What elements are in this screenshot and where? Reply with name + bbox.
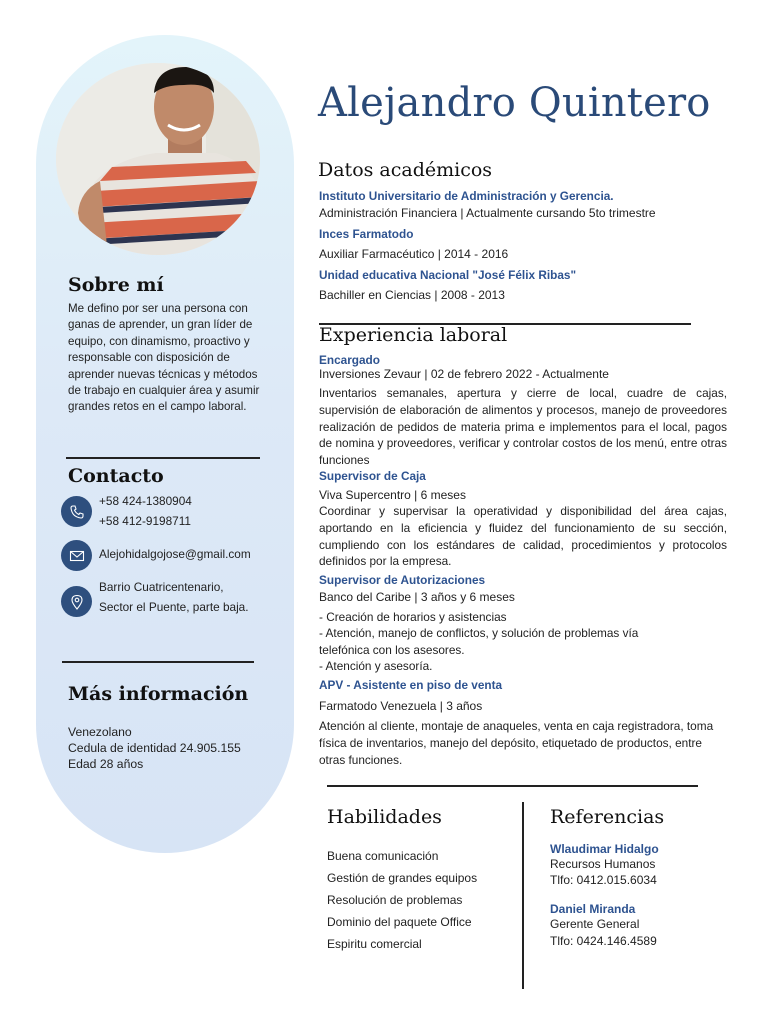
more-info-line: Cedula de identidad 24.905.155 — [68, 741, 241, 755]
institution-detail: Auxiliar Farmacéutico | 2014 - 2016 — [319, 247, 509, 261]
more-info-line: Venezolano — [68, 725, 132, 739]
institution-name: Unidad educativa Nacional "José Félix Ribas" — [319, 268, 577, 282]
phone-icon — [61, 496, 92, 527]
reference-phone: Tlfo: 0412.015.6034 — [550, 873, 657, 887]
job-bullet: - Creación de horarios y asistencias — [319, 610, 507, 624]
institution-name: Inces Farmatodo — [319, 227, 414, 241]
job-company: Viva Supercentro | 6 meses — [319, 488, 466, 502]
contact-title: Contacto — [68, 465, 164, 487]
job-company: Inversiones Zevaur | 02 de febrero 2022 - Actualmente — [319, 367, 609, 381]
skill-item: Buena comunicación — [327, 849, 439, 863]
mail-icon — [61, 540, 92, 571]
job-bullet: telefónica con los asesores. — [319, 643, 465, 657]
skills-title: Habilidades — [327, 806, 442, 828]
job-role: Supervisor de Autorizaciones — [319, 573, 486, 587]
profile-photo-image — [56, 63, 260, 255]
profile-photo — [56, 63, 260, 255]
about-title: Sobre mí — [68, 274, 164, 296]
reference-name: Wlaudimar Hidalgo — [550, 842, 659, 856]
references-title: Referencias — [550, 806, 665, 828]
skill-item: Gestión de grandes equipos — [327, 871, 478, 885]
more-info-line: Edad 28 años — [68, 757, 144, 771]
job-description: Inventarios semanales, apertura y cierre de local, cuadre de cajas, supervisión de elaboración de alimentos y procesos, manejo de proveedores realización de pedidos de materia prima e implementos para el local, pagos de nomina y proveedores, verificar y controlar costos de los menú, entre otras funciones — [319, 386, 727, 468]
institution-name: Instituto Universitario de Administración y Gerencia. — [319, 189, 614, 203]
more-info-title: Más información — [68, 683, 249, 705]
institution-detail: Bachiller en Ciencias | 2008 - 2013 — [319, 288, 505, 302]
skills-list — [327, 845, 477, 955]
divider — [62, 661, 254, 663]
job-bullet: - Atención y asesoría. — [319, 659, 433, 673]
reference-role: Gerente General — [550, 917, 640, 931]
reference-name: Daniel Miranda — [550, 902, 636, 916]
location-pin-icon — [61, 586, 92, 617]
divider — [327, 785, 698, 787]
experience-title: Experiencia laboral — [319, 324, 508, 346]
academic-title: Datos académicos — [318, 159, 493, 181]
email-link[interactable]: Alejohidalgojose@gmail.com — [99, 547, 251, 561]
phone-number-2[interactable]: +58 412-9198711 — [99, 514, 191, 528]
address-line-1: Barrio Cuatricentenario, — [99, 580, 224, 594]
divider — [66, 457, 260, 459]
job-role: Encargado — [319, 353, 380, 367]
skill-item: Dominio del paquete Office — [327, 915, 472, 929]
job-bullet: - Atención, manejo de conflictos, y solución de problemas vía — [319, 626, 639, 640]
reference-phone: Tlfo: 0424.146.4589 — [550, 934, 657, 948]
address-line-2: Sector el Puente, parte baja. — [99, 600, 249, 614]
job-company: Banco del Caribe | 3 años y 6 meses — [319, 590, 515, 604]
phone-number-1[interactable]: +58 424-1380904 — [99, 494, 192, 508]
job-role: APV - Asistente en piso de venta — [319, 678, 503, 692]
job-description: Atención al cliente, montaje de anaqueles, venta en caja registradora, toma física de inventarios, manejo del depósito, etiquetado de productos, entre otras funciones. — [319, 719, 714, 767]
skill-item: Resolución de problemas — [327, 893, 463, 907]
skill-item: Espiritu comercial — [327, 937, 422, 951]
job-description: Coordinar y supervisar la operatividad y disponibilidad del área cajas, aportando en la eficiencia y fluidez del funcionamiento de su sección, cumpliendo con los estándares de calidad, procedimientos y protocolos definidos por la empresa. — [319, 504, 727, 569]
about-text: Me defino por ser una persona con ganas de aprender, un gran líder de equipo, con dinamismo, proactivo y responsable con disposición de aprender nuevas técnicas y métodos de trabajo en cualquier área y asumir grandes retos en el campo laboral. — [68, 302, 260, 414]
vertical-divider — [522, 802, 524, 989]
institution-detail: Administración Financiera | Actualmente cursando 5to trimestre — [319, 206, 656, 220]
page-title: Alejandro Quintero — [318, 80, 711, 126]
job-role: Supervisor de Caja — [319, 469, 426, 483]
reference-role: Recursos Humanos — [550, 857, 656, 871]
job-company: Farmatodo Venezuela | 3 años — [319, 699, 483, 713]
